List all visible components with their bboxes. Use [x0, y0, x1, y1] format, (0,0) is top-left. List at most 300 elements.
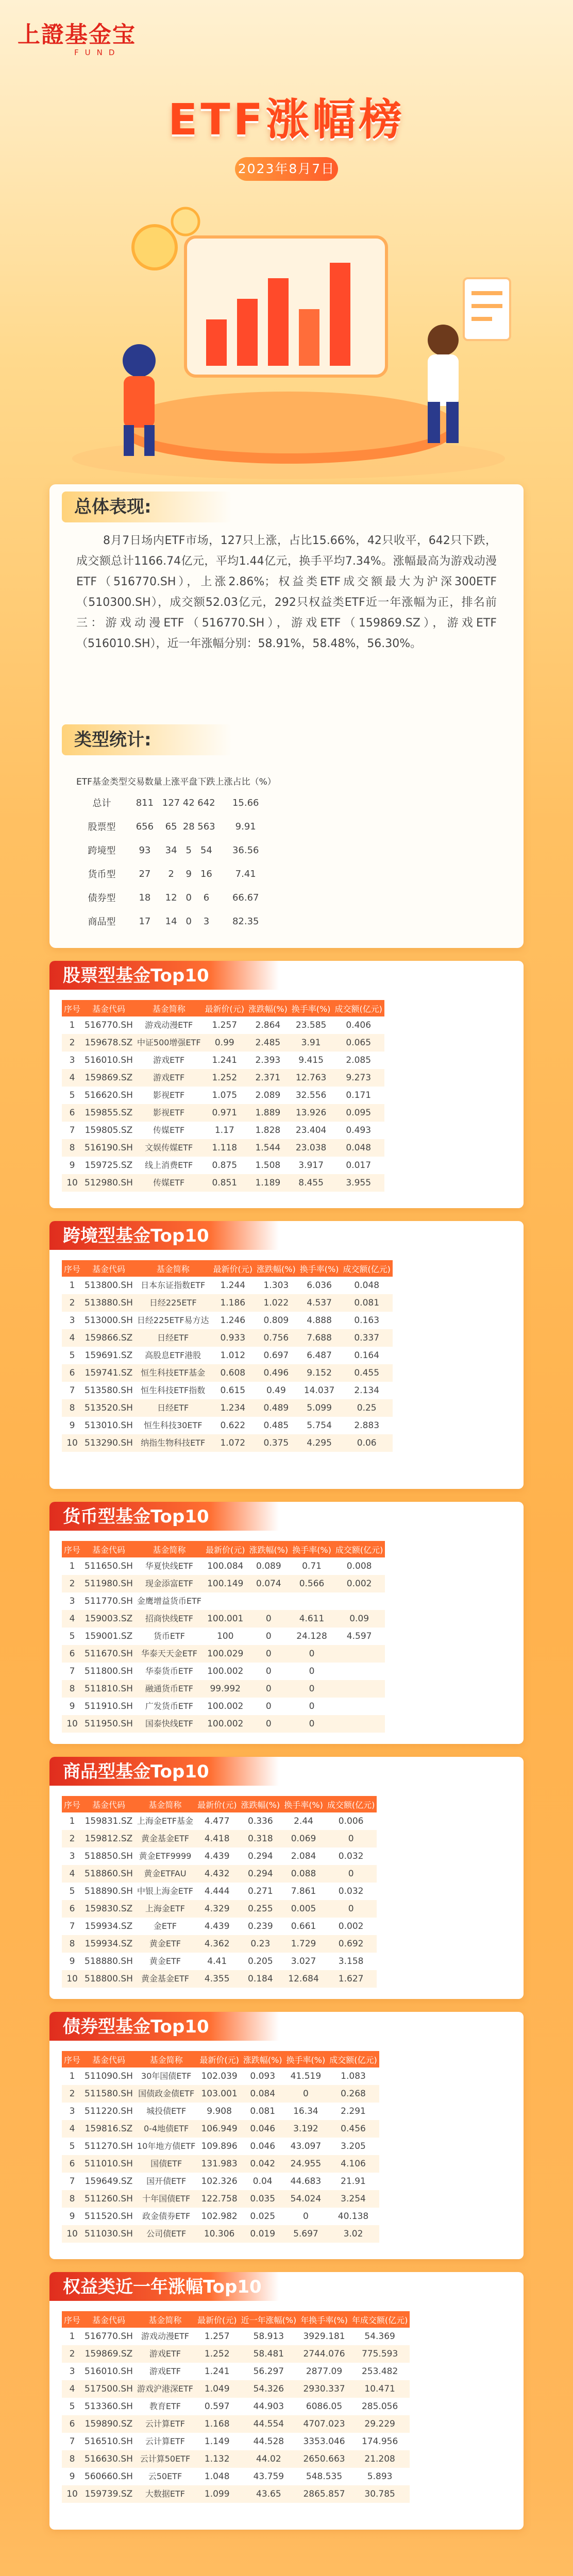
- table-row: [62, 1016, 384, 1034]
- turnover-cell: 3.027: [291, 1956, 316, 1967]
- code-cell: 513800.SH: [85, 1280, 133, 1291]
- table-row: [62, 1139, 384, 1157]
- table-row: [62, 2085, 379, 2103]
- price-cell: 9.908: [207, 2106, 232, 2116]
- volume-cell: 0.456: [327, 2120, 379, 2138]
- turnover-cell: 3353.046: [303, 2436, 345, 2447]
- table-row: [62, 2208, 379, 2225]
- volume-cell: 0.032: [338, 1851, 364, 1861]
- change-cell: 0.318: [239, 1830, 282, 1848]
- table-row: [62, 1970, 377, 1988]
- rank-cell: 8: [62, 1935, 82, 1953]
- table-row: [62, 1698, 385, 1715]
- change-cell: 0.496: [255, 1364, 298, 1382]
- stats-row: [76, 791, 276, 815]
- name-cell: 恒生科技30ETF: [143, 1420, 203, 1430]
- summary-header: [62, 492, 232, 522]
- code-cell: 518860.SH: [82, 1865, 135, 1883]
- table-row: [62, 1610, 385, 1628]
- price-cell: 99.992: [204, 1680, 247, 1698]
- volume-cell: 0.065: [332, 1034, 384, 1052]
- price-cell: 1.075: [212, 1090, 238, 1100]
- code-cell: 159805.SZ: [85, 1125, 133, 1136]
- code-cell: 513010.SH: [85, 1420, 133, 1431]
- column-header: 序号: [62, 1260, 82, 1277]
- name-cell: 传媒ETF: [153, 1125, 185, 1135]
- table-row: [62, 1883, 377, 1900]
- section-header: [49, 1502, 279, 1531]
- table-row: [62, 2485, 410, 2503]
- stats-cell: 563: [197, 821, 215, 832]
- stats-cell: 34: [165, 844, 177, 856]
- change-cell: 1.189: [246, 1174, 290, 1192]
- rank-cell: 1: [69, 1561, 75, 1571]
- turnover-cell: 12.684: [282, 1970, 325, 1988]
- volume-cell: 2.883: [354, 1420, 380, 1431]
- change-cell: 0: [265, 1666, 272, 1676]
- section-title: 股票型基金Top10: [63, 965, 209, 986]
- change-cell: 0.239: [248, 1921, 273, 1931]
- table-row: [62, 1865, 377, 1883]
- price-cell: 100: [217, 1631, 234, 1641]
- stats-cell: 28: [182, 821, 195, 832]
- column-header: 成交额(亿元): [332, 1000, 384, 1016]
- code-cell: 159855.SZ: [82, 1104, 135, 1122]
- rank-cell: 10: [62, 1715, 82, 1733]
- stats-cell: 12: [165, 892, 177, 903]
- column-header: 基金代码: [82, 1541, 135, 1557]
- turnover-cell: 14.037: [304, 1385, 335, 1396]
- volume-cell: 21.208: [350, 2450, 410, 2468]
- change-cell: 2.393: [255, 1055, 281, 1065]
- code-cell: 159890.SZ: [82, 2415, 135, 2433]
- change-cell: 0.271: [248, 1886, 273, 1896]
- volume-cell: 3.02: [327, 2225, 379, 2243]
- section-title: 权益类近一年涨幅Top10: [63, 2277, 262, 2297]
- table-row: [62, 1382, 393, 1399]
- name-cell: 金ETF: [153, 1921, 177, 1931]
- volume-cell: 2.085: [346, 1055, 372, 1065]
- price-cell: 1.012: [220, 1350, 246, 1361]
- turnover-cell: 2650.663: [298, 2450, 350, 2468]
- change-cell: 0.089: [256, 1561, 281, 1571]
- table-row: [62, 1592, 385, 1610]
- column-header: 成交额(亿元): [341, 1260, 393, 1277]
- rank-cell: 4: [62, 2380, 82, 2398]
- summary-card: [49, 484, 524, 948]
- name-cell: 恒生科技ETF指数: [141, 1385, 206, 1395]
- code-cell: 159003.SZ: [82, 1610, 135, 1628]
- turnover-cell: 0: [309, 1701, 315, 1711]
- code-cell: 159739.SZ: [82, 2485, 135, 2503]
- rank-cell: 6: [62, 1900, 82, 1918]
- code-cell: 159869.SZ: [82, 2345, 135, 2363]
- table-row: [62, 1812, 377, 1830]
- turnover-cell: 548.535: [306, 2471, 343, 2482]
- price-cell: 1.118: [203, 1139, 247, 1157]
- rank-cell: 2: [62, 1575, 82, 1592]
- stats-cell: 15.66: [232, 797, 259, 808]
- volume-cell: 29.229: [350, 2415, 410, 2433]
- stats-col-header: 上涨占比（%）: [215, 776, 276, 787]
- section-header: [49, 2012, 279, 2041]
- name-cell: 黄金基金ETF: [135, 1970, 195, 1988]
- price-cell: 1.241: [212, 1055, 238, 1065]
- code-cell: 511910.SH: [85, 1701, 133, 1711]
- turnover-cell: 1.729: [282, 1935, 325, 1953]
- name-cell: 游戏ETF: [149, 2366, 181, 2376]
- volume-cell: 40.138: [338, 2211, 369, 2222]
- name-cell: 纳指生物科技ETF: [135, 1434, 211, 1452]
- column-header: 换手率(%): [290, 1000, 333, 1016]
- column-header: 序号: [62, 2051, 82, 2067]
- volume-cell: 0.09: [333, 1610, 385, 1628]
- price-cell: 1.234: [211, 1399, 255, 1417]
- code-cell: 516770.SH: [85, 1020, 133, 1030]
- column-header: 序号: [62, 1000, 82, 1016]
- table-row: [62, 1645, 385, 1663]
- rank-cell: 7: [69, 2436, 75, 2447]
- table-row: [62, 1157, 384, 1174]
- table-row: [62, 1575, 385, 1592]
- rank-cell: 7: [69, 1921, 75, 1931]
- code-cell: 511980.SH: [82, 1575, 135, 1592]
- name-cell: 云计算50ETF: [135, 2450, 195, 2468]
- code-cell: 159725.SZ: [85, 1160, 133, 1171]
- price-cell: [204, 1592, 247, 1610]
- rank-cell: 7: [69, 1125, 75, 1136]
- name-cell: 上海金ETF: [135, 1900, 195, 1918]
- volume-cell: 0.081: [341, 1294, 393, 1312]
- code-cell: 159678.SZ: [82, 1034, 135, 1052]
- name-cell: 影视ETF: [135, 1104, 203, 1122]
- price-cell: 4.477: [204, 1816, 230, 1826]
- table-row: [62, 2345, 410, 2363]
- turnover-cell: 54.024: [284, 2190, 328, 2208]
- rank-cell: 9: [69, 1160, 75, 1171]
- rank-cell: 10: [62, 1174, 82, 1192]
- volume-cell: 30.785: [350, 2485, 410, 2503]
- change-cell: 0: [265, 1701, 272, 1711]
- section-header: [49, 961, 279, 990]
- turnover-cell: 6.487: [307, 1350, 332, 1361]
- change-cell: 1.828: [255, 1125, 281, 1136]
- column-header: 序号: [62, 1796, 82, 1812]
- change-cell: 0.809: [263, 1315, 289, 1326]
- turnover-cell: 3.192: [284, 2120, 328, 2138]
- table-row: [62, 1663, 385, 1680]
- volume-cell: 3.205: [341, 2141, 366, 2151]
- cross-border-table: [62, 1260, 393, 1452]
- name-cell: 游戏ETF: [135, 2345, 195, 2363]
- stats-cell: 14: [165, 916, 177, 927]
- rank-cell: 3: [69, 1851, 75, 1861]
- rank-cell: 3: [69, 2366, 75, 2377]
- volume-cell: 0.25: [341, 1399, 393, 1417]
- stats-col-header: 下跌: [197, 776, 215, 787]
- rank-cell: 6: [62, 1364, 82, 1382]
- change-cell: 0.019: [241, 2225, 284, 2243]
- commodity-table: [62, 1796, 377, 1988]
- price-cell: 4.439: [204, 1921, 230, 1931]
- column-header: 涨跌幅(%): [246, 1000, 290, 1016]
- rank-cell: 7: [69, 1385, 75, 1396]
- code-cell: 511650.SH: [85, 1561, 133, 1571]
- stats-cell: 16: [200, 868, 212, 879]
- section-money: [49, 1502, 524, 1744]
- table-row: [62, 2380, 410, 2398]
- volume-cell: [333, 1715, 385, 1733]
- code-cell: 518800.SH: [82, 1970, 135, 1988]
- code-cell: 512980.SH: [82, 1174, 135, 1192]
- change-cell: 0.074: [247, 1575, 290, 1592]
- price-cell: 1.149: [204, 2436, 230, 2447]
- name-cell: 中证500增强ETF: [135, 1034, 203, 1052]
- price-cell: 0.99: [203, 1034, 247, 1052]
- rank-cell: 3: [69, 2106, 75, 2116]
- volume-cell: 0.048: [354, 1280, 380, 1291]
- stats-cell: 93: [139, 844, 151, 856]
- turnover-cell: 7.688: [298, 1329, 341, 1347]
- code-cell: 159934.SZ: [82, 1935, 135, 1953]
- column-header: 成交额(亿元): [333, 1541, 385, 1557]
- volume-cell: 9.273: [332, 1069, 384, 1087]
- volume-cell: [333, 1663, 385, 1680]
- rank-cell: 4: [62, 2120, 82, 2138]
- rank-cell: 4: [62, 1610, 82, 1628]
- table-row: [62, 1918, 377, 1935]
- price-cell: 4.439: [204, 1851, 230, 1861]
- volume-cell: 4.106: [327, 2155, 379, 2173]
- volume-cell: 2.134: [354, 1385, 380, 1396]
- column-header: 换手率(%): [290, 1541, 333, 1557]
- name-cell: 日经ETF: [135, 1399, 211, 1417]
- table-row: [62, 2173, 379, 2190]
- turnover-cell: 43.097: [290, 2141, 322, 2151]
- code-cell: 511260.SH: [82, 2190, 135, 2208]
- rank-cell: 3: [69, 1315, 75, 1326]
- name-cell: 游戏沪港深ETF: [135, 2380, 195, 2398]
- change-cell: [247, 1592, 290, 1610]
- stats-type-cell: 债券型: [88, 893, 116, 904]
- price-cell: 0.971: [203, 1104, 247, 1122]
- volume-cell: 0.008: [346, 1561, 372, 1571]
- name-cell: 游戏ETF: [135, 1069, 203, 1087]
- change-cell: 0.756: [255, 1329, 298, 1347]
- change-cell: 0.046: [241, 2120, 284, 2138]
- stats-row: [76, 838, 276, 862]
- table-row: [62, 1715, 385, 1733]
- price-cell: 100.002: [207, 1701, 244, 1711]
- summary-paragraph: 8月7日场内ETF市场，127只上涨，占比15.66%，42只收平，642只下跌，成交额总计1166.74亿元，平均1.44亿元，换手平均7.34%。涨幅最高为游戏动漫ETF（516770.SH），上涨2.86%；权益类ETF成交额最大为沪深300ETF（510300.SH），成交额52.03亿元，292只权益类ETF近一年涨幅为正，排名前三：游戏动漫ETF（516770.SH），游戏ETF（159869.SZ），游戏ETF（516010.SH），近一年涨幅分别：58.91%，58.48%，56.30%。: [76, 534, 497, 650]
- price-cell: 1.252: [195, 2345, 239, 2363]
- change-cell: 1.508: [255, 1160, 281, 1171]
- code-cell: 511810.SH: [82, 1680, 135, 1698]
- name-cell: 中银上海金ETF: [137, 1886, 193, 1896]
- section-stock: [49, 961, 524, 1208]
- change-cell: 0.489: [255, 1399, 298, 1417]
- name-cell: 教育ETF: [149, 2401, 181, 2411]
- name-cell: 广发货币ETF: [145, 1701, 193, 1711]
- table-row: [62, 1935, 377, 1953]
- code-cell: 511950.SH: [82, 1715, 135, 1733]
- change-cell: 0.184: [239, 1970, 282, 1988]
- name-cell: 游戏ETF: [153, 1055, 185, 1065]
- name-cell: 黄金ETF: [135, 1935, 195, 1953]
- rank-cell: 5: [69, 1631, 75, 1641]
- rank-cell: 5: [69, 1886, 75, 1896]
- rank-cell: 9: [69, 2471, 75, 2482]
- name-cell: 国债ETF: [135, 2155, 197, 2173]
- price-cell: 109.896: [201, 2141, 238, 2151]
- name-cell: 文娱传媒ETF: [135, 1139, 203, 1157]
- name-cell: 线上消费ETF: [145, 1160, 193, 1170]
- column-header: 换手率(%): [284, 2051, 328, 2067]
- change-cell: 0.042: [241, 2155, 284, 2173]
- column-header: 涨跌幅(%): [255, 1260, 298, 1277]
- code-cell: 511010.SH: [82, 2155, 135, 2173]
- column-header: 最新价(元): [203, 1000, 247, 1016]
- table-row: [62, 2155, 379, 2173]
- change-cell: 0.23: [239, 1935, 282, 1953]
- change-cell: 43.759: [253, 2471, 284, 2482]
- turnover-cell: 9.152: [298, 1364, 341, 1382]
- stats-cell: 6: [203, 892, 210, 903]
- name-cell: 国开债ETF: [146, 2176, 187, 2186]
- rank-cell: 3: [69, 1055, 75, 1065]
- section-title: 债券型基金Top10: [63, 2016, 209, 2037]
- column-header: 基金简称: [135, 1796, 195, 1812]
- stats-cell: 656: [136, 821, 154, 832]
- table-row: [62, 1628, 385, 1645]
- price-cell: 4.362: [195, 1935, 239, 1953]
- rank-cell: 10: [62, 1970, 82, 1988]
- price-cell: 131.983: [197, 2155, 241, 2173]
- turnover-cell: 7.861: [291, 1886, 316, 1896]
- volume-cell: 3.158: [338, 1956, 364, 1967]
- column-header: 基金代码: [82, 1000, 135, 1016]
- turnover-cell: 0: [290, 1645, 333, 1663]
- column-header: 年成交额(亿元): [350, 2311, 410, 2328]
- volume-cell: 775.593: [350, 2345, 410, 2363]
- stats-cell: 42: [182, 797, 195, 808]
- section-header: [49, 1221, 279, 1250]
- volume-cell: 0.406: [346, 1020, 372, 1030]
- table-row: [62, 1417, 393, 1434]
- turnover-cell: 6086.05: [306, 2401, 343, 2412]
- type-stats-table: [76, 770, 276, 933]
- name-cell: 0-4地债ETF: [135, 2120, 197, 2138]
- change-cell: 0: [247, 1715, 290, 1733]
- change-cell: 44.528: [253, 2436, 284, 2447]
- stats-col-header: 交易数量: [127, 776, 162, 787]
- code-cell: 159869.SZ: [82, 1069, 135, 1087]
- volume-cell: 0.017: [346, 1160, 372, 1171]
- table-row: [62, 1848, 377, 1865]
- price-cell: 102.039: [201, 2071, 238, 2081]
- turnover-cell: 2.084: [291, 1851, 316, 1861]
- rank-cell: 2: [62, 2085, 82, 2103]
- code-cell: 511800.SH: [85, 1666, 133, 1676]
- price-cell: 100.149: [204, 1575, 247, 1592]
- price-cell: 1.049: [195, 2380, 239, 2398]
- rank-cell: 3: [69, 1596, 75, 1606]
- rank-cell: 5: [69, 1350, 75, 1361]
- volume-cell: 0.337: [341, 1329, 393, 1347]
- name-cell: 黄金ETF: [149, 1956, 181, 1966]
- code-cell: 516510.SH: [85, 2436, 133, 2447]
- table-row: [62, 1052, 384, 1069]
- name-cell: 十年国债ETF: [135, 2190, 197, 2208]
- name-cell: 黄金ETFAU: [135, 1865, 195, 1883]
- section-header: [49, 1757, 279, 1786]
- rank-cell: 2: [62, 1034, 82, 1052]
- volume-cell: [333, 1680, 385, 1698]
- name-cell: 国泰快线ETF: [135, 1715, 204, 1733]
- turnover-cell: 0: [302, 2211, 309, 2222]
- stats-col-header: 上涨: [162, 776, 180, 787]
- turnover-cell: 3.917: [298, 1160, 324, 1171]
- column-header: 序号: [62, 1541, 82, 1557]
- volume-cell: 0: [325, 1830, 377, 1848]
- stats-type-cell: 商品型: [88, 917, 116, 927]
- rank-cell: 2: [62, 2345, 82, 2363]
- logo-subtext: FUND: [74, 48, 121, 57]
- change-cell: 0.205: [248, 1956, 273, 1967]
- rank-cell: 5: [69, 2141, 75, 2151]
- change-cell: 0.375: [255, 1434, 298, 1452]
- name-cell: 日经225ETF: [135, 1294, 211, 1312]
- stats-row: [76, 815, 276, 838]
- stats-type-cell: 跨境型: [88, 845, 116, 856]
- stats-cell: 66.67: [232, 892, 259, 903]
- equity-year-table: [62, 2311, 410, 2503]
- table-row: [62, 2328, 410, 2345]
- name-cell: 政金债券ETF: [142, 2211, 191, 2221]
- price-cell: 1.257: [212, 1020, 238, 1030]
- section-header: [49, 2272, 279, 2301]
- price-cell: 0.933: [211, 1329, 255, 1347]
- turnover-cell: 16.34: [293, 2106, 318, 2116]
- change-cell: 0: [247, 1645, 290, 1663]
- code-cell: 516010.SH: [85, 1055, 133, 1065]
- change-cell: 0.255: [239, 1900, 282, 1918]
- change-cell: 0: [247, 1680, 290, 1698]
- rank-cell: 6: [62, 1104, 82, 1122]
- code-cell: 511090.SH: [85, 2071, 133, 2081]
- stats-cell: 36.56: [232, 844, 259, 856]
- price-cell: 1.246: [220, 1315, 246, 1326]
- rank-cell: 2: [62, 1830, 82, 1848]
- date-badge: 2023年8月7日: [235, 157, 338, 181]
- price-cell: 0.608: [211, 1364, 255, 1382]
- price-cell: 1.132: [195, 2450, 239, 2468]
- rank-cell: 6: [62, 2415, 82, 2433]
- table-row: [62, 1104, 384, 1122]
- price-cell: 1.072: [211, 1434, 255, 1452]
- turnover-cell: 0.005: [282, 1900, 325, 1918]
- rank-cell: 8: [62, 2190, 82, 2208]
- name-cell: 传媒ETF: [135, 1174, 203, 1192]
- stats-cell: 0: [186, 916, 192, 927]
- rank-cell: 5: [69, 1090, 75, 1100]
- code-cell: 511580.SH: [82, 2085, 135, 2103]
- volume-cell: 54.369: [364, 2331, 395, 2342]
- price-cell: 0.622: [220, 1420, 246, 1431]
- name-cell: 10年地方债ETF: [137, 2141, 196, 2151]
- column-header: 基金简称: [135, 2311, 195, 2328]
- stats-row: [76, 862, 276, 886]
